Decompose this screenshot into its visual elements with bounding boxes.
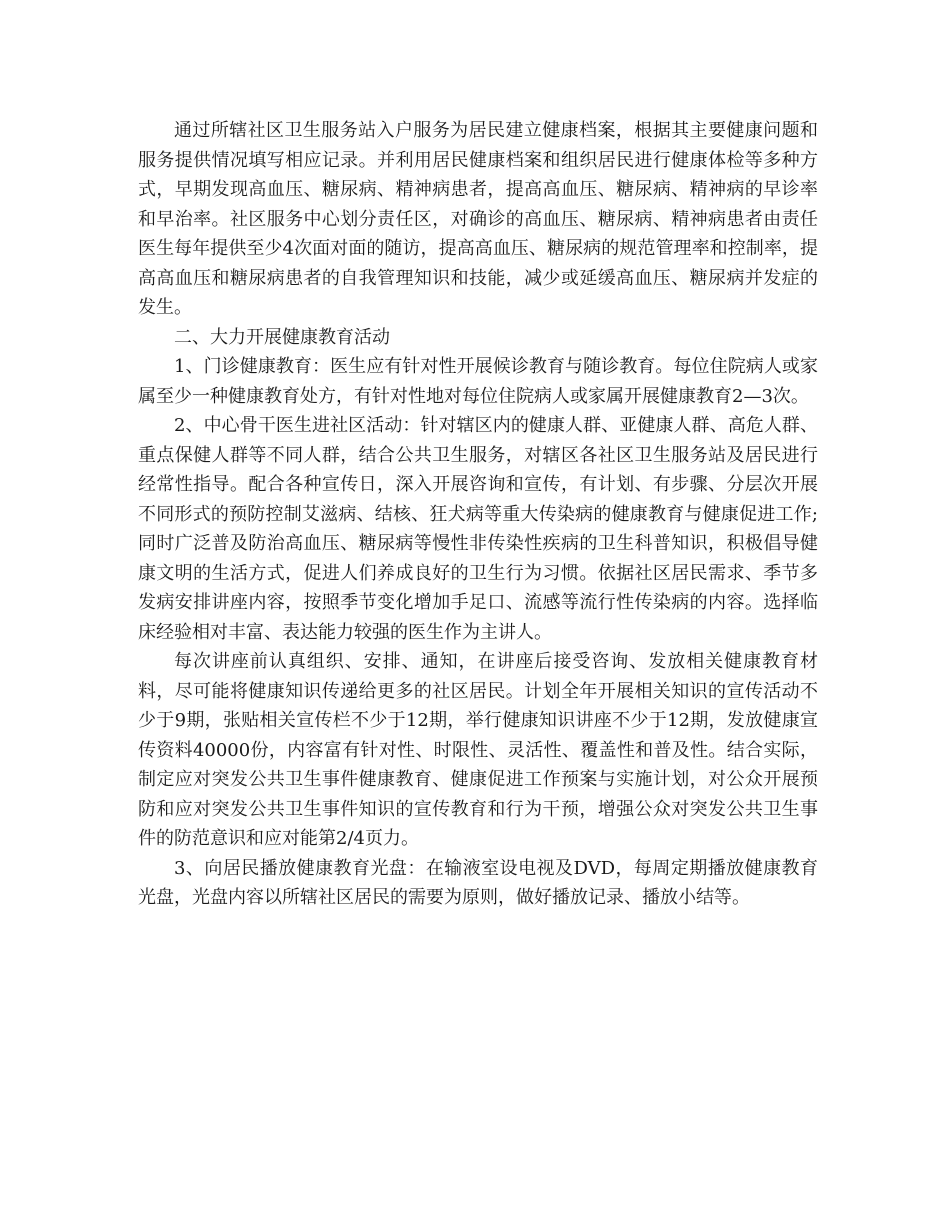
section-heading-health-education: 二、大力开展健康教育活动: [174, 326, 390, 348]
document-page: [138, 116, 818, 913]
paragraph-community-activities: 2、中心骨干医生进社区活动：针对辖区内的健康人群、亚健康人群、高危人群、重点保健人群等不同人群，结合公共卫生服务，对辖区各社区卫生服务站及居民进行经常性指导。配合各种宣传日，深入开展咨询和宣传，有计划、有步骤、分层次开展不同形式的预防控制艾滋病、结核、狂犬病等重大传染病的健康教育与健康促进工作;同时广泛普及防治高血压、糖尿病等慢性非传染性疾病的卫生科普知识，积极倡导健康文明的生活方式，促进人们养成良好的卫生行为习惯。依据社区居民需求、季节多发病安排讲座内容，按照季节变化增加手足口、流感等流行性传染病的内容。选择临床经验相对丰富、表达能力较强的医生作为主讲人。: [138, 415, 818, 643]
paragraph-health-records: 通过所辖社区卫生服务站入户服务为居民建立健康档案，根据其主要健康问题和服务提供情况填写相应记录。并利用居民健康档案和组织居民进行健康体检等多种方式，早期发现高血压、糖尿病、精神病患者，提高高血压、糖尿病、精神病的早诊率和早治率。社区服务中心划分责任区，对确诊的高血压、糖尿病、精神病患者由责任医生每年提供至少4次面对面的随访，提高高血压、糖尿病的规范管理率和控制率，提高高血压和糖尿病患者的自我管理知识和技能，减少或延缓高血压、糖尿病并发症的发生。: [138, 120, 818, 318]
paragraph-dvd-broadcast: 3、向居民播放健康教育光盘：在输液室设电视及DVD，每周定期播放健康教育光盘，光盘内容以所辖社区居民的需要为原则，做好播放记录、播放小结等。: [138, 857, 818, 908]
paragraph-lectures: 每次讲座前认真组织、安排、通知，在讲座后接受咨询、发放相关健康教育材料，尽可能将健康知识传递给更多的社区居民。计划全年开展相关知识的宣传活动不少于9期，张贴相关宣传栏不少于12期，举行健康知识讲座不少于12期，发放健康宣传资料40000份，内容富有针对性、时限性、灵活性、覆盖性和普及性。结合实际，制定应对突发公共卫生事件健康教育、健康促进工作预案与实施计划，对公众开展预防和应对突发公共卫生事件知识的宣传教育和行为干预，增强公众对突发公共卫生事件的防范意识和应对能第2/4页力。: [138, 651, 818, 849]
paragraph-outpatient-education: 1、门诊健康教育：医生应有针对性开展候诊教育与随诊教育。每位住院病人或家属至少一种健康教育处方，有针对性地对每位住院病人或家属开展健康教育2—3次。: [138, 356, 818, 407]
